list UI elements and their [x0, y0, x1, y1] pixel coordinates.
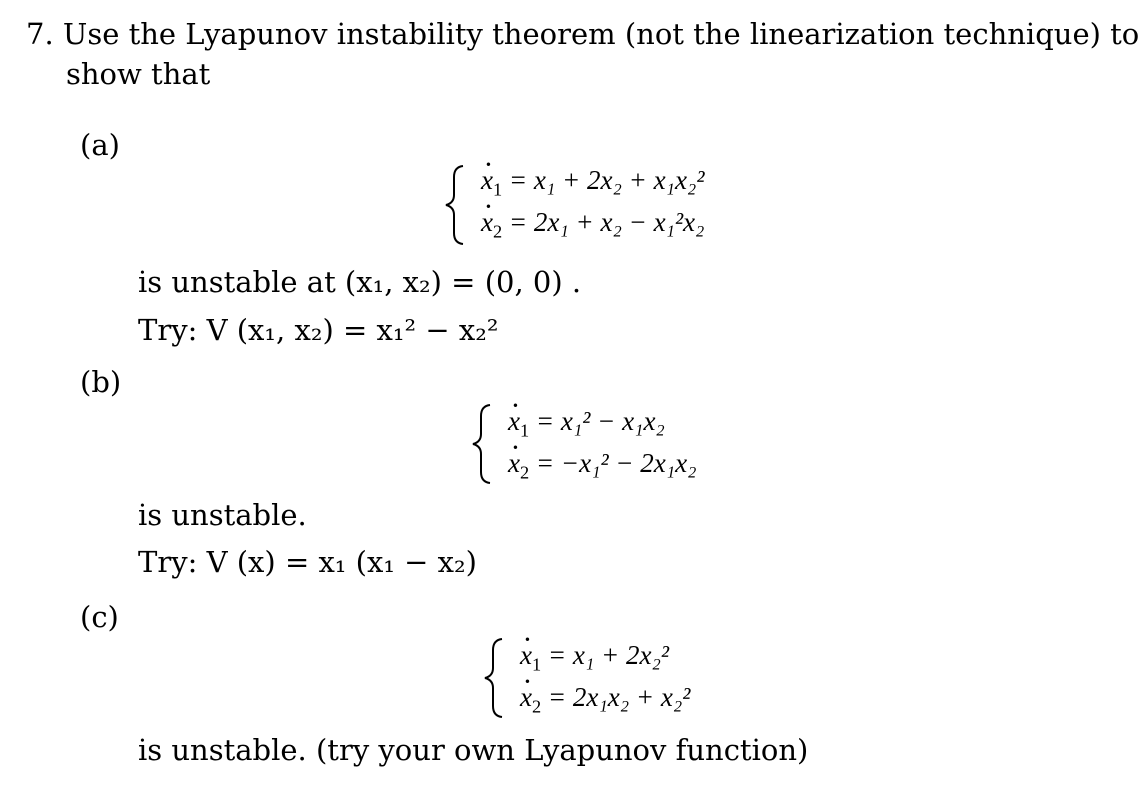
left-brace-icon	[470, 402, 496, 486]
part-b-label: (b)	[80, 365, 122, 399]
part-a-label: (a)	[80, 128, 120, 162]
part-a-equation-2	[481, 207, 705, 242]
part-c-eq1-rhs: = x₁ + 2x₂²	[547, 640, 669, 670]
part-c-equation-2	[520, 682, 691, 717]
xdot-subscript: 1	[519, 420, 530, 441]
xdot-symbol: · x	[508, 406, 520, 437]
xdot-symbol: · x	[481, 165, 493, 196]
left-brace-icon	[443, 163, 469, 247]
part-c-eq2-rhs: = 2x₁x₂ + x₂²	[547, 682, 691, 712]
problem-line-1: Use the Lyapunov instability theorem (not the linearization technique) to	[62, 17, 1140, 51]
part-b-equation-2	[508, 448, 697, 483]
xdot-subscript: 2	[519, 462, 530, 483]
problem-number: 7.	[26, 17, 54, 51]
xdot-subscript: 1	[531, 654, 542, 675]
part-a-equation-1	[481, 165, 705, 200]
part-b-eq2-rhs: = −x₁² − 2x₁x₂	[535, 448, 697, 478]
left-brace-icon	[482, 636, 508, 720]
xdot-subscript: 1	[492, 179, 503, 200]
part-a-hint: Try: V (x₁, x₂) = x₁² − x₂²	[138, 313, 499, 347]
part-b-eq1-rhs: = x₁² − x₁x₂	[535, 406, 665, 436]
part-b-statement: is unstable.	[138, 498, 307, 532]
part-c-statement: is unstable. (try your own Lyapunov function)	[138, 733, 809, 767]
xdot-subscript: 2	[492, 221, 503, 242]
problem-line-2: show that	[66, 57, 211, 91]
xdot-symbol: · x	[520, 682, 532, 713]
part-a-statement: is unstable at (x₁, x₂) = (0, 0) .	[138, 265, 582, 299]
xdot-symbol: · x	[520, 640, 532, 671]
xdot-symbol: · x	[508, 448, 520, 479]
part-a-eq1-rhs: = x₁ + 2x₂ + x₁x₂²	[508, 165, 705, 195]
part-a-eq2-rhs: = 2x₁ + x₂ − x₁²x₂	[508, 207, 705, 237]
part-b-hint: Try: V (x) = x₁ (x₁ − x₂)	[138, 545, 477, 579]
xdot-subscript: 2	[531, 696, 542, 717]
xdot-symbol: · x	[481, 207, 493, 238]
part-c-equation-1	[520, 640, 669, 675]
part-b-equation-1	[508, 406, 665, 441]
problem-statement	[26, 14, 1139, 54]
part-c-label: (c)	[80, 600, 119, 634]
